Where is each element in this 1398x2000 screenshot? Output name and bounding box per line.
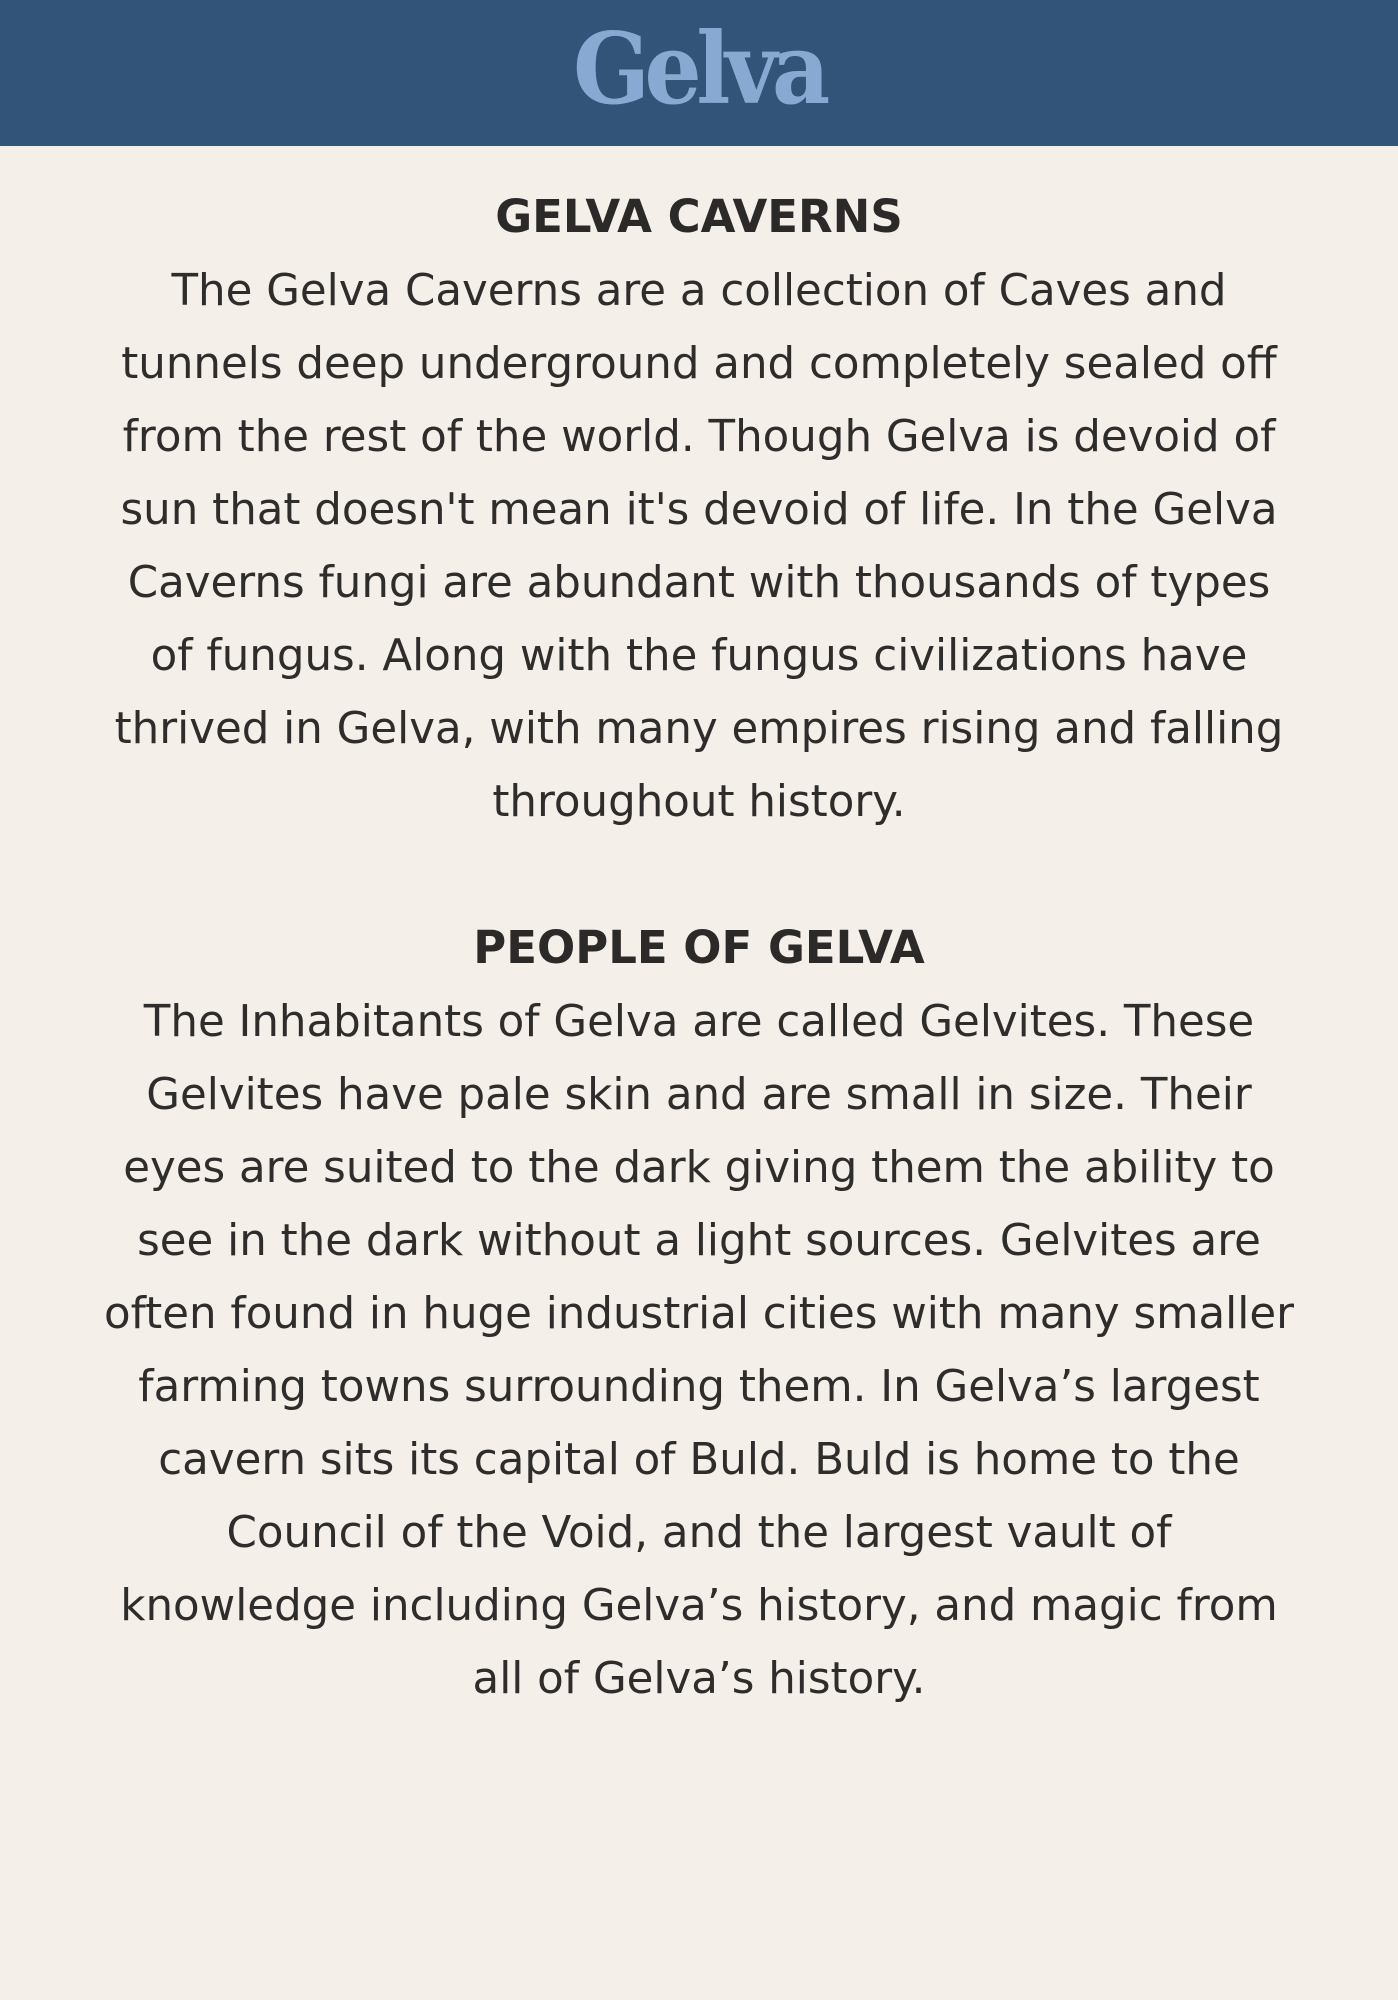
section-paragraph: The Inhabitants of Gelva are called Gelvites. These Gelvites have pale skin and are small in size. Their eyes are suited to the dark giving them the ability to see in the dark without a light sources. Gelvites are often found in huge industrial cities with many smaller farming towns surrounding them. In Gelva’s largest cavern sits its capital of Buld. Buld is home to the Council of the Void, and the largest vault of knowledge including Gelva’s history, and magic from all of Gelva’s history. xyxy=(104,997,1295,1704)
section-paragraph: The Gelva Caverns are a collection of Caves and tunnels deep underground and completely sealed off from the rest of the world. Though Gelva is devoid of sun that doesn't mean it's devoid of life. In the Gelva Caverns fungi are abundant with thousands of types of fungus. Along with the fungus civilizations have thrived in Gelva, with many empires rising and falling throughout history. xyxy=(114,266,1284,827)
main-content xyxy=(104,146,1294,1716)
site-header xyxy=(0,0,1398,146)
section-heading: PEOPLE OF GELVA xyxy=(473,921,925,974)
section-heading: GELVA CAVERNS xyxy=(495,190,903,243)
site-logo[interactable]: Gelva xyxy=(573,12,825,127)
section-gelva-caverns xyxy=(104,146,1294,839)
section-people-of-gelva xyxy=(104,839,1294,1716)
